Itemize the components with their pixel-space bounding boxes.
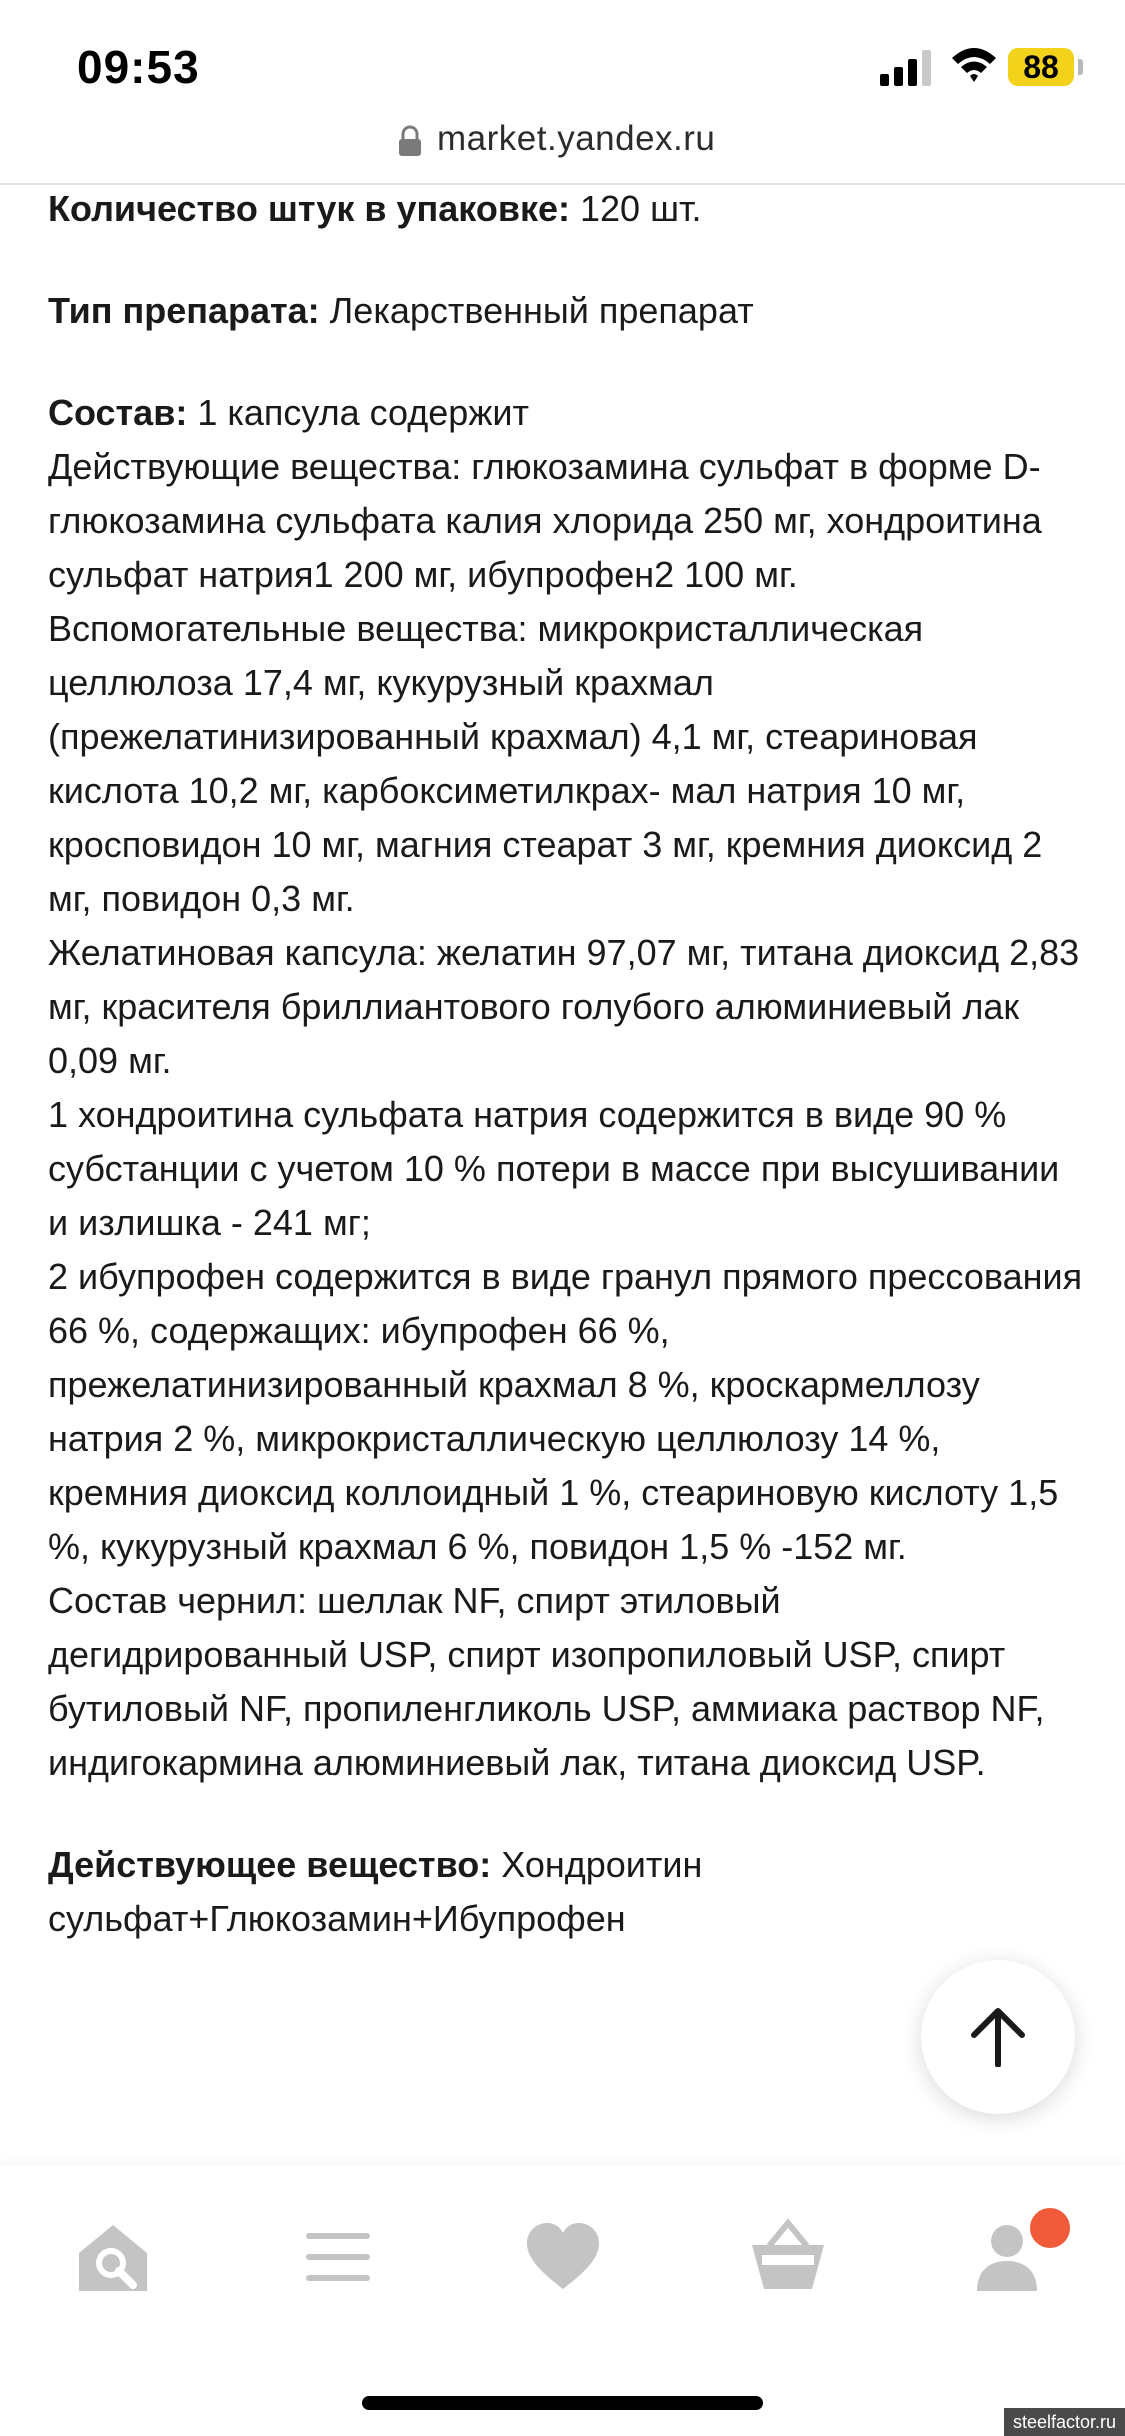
active-substance-value: Хондроитин сульфат+Глюкозамин+Ибупрофен: [48, 1844, 703, 1939]
status-time: 09:53: [77, 41, 200, 93]
capsule-text: Желатиновая капсула: желатин 97,07 мг, титана диоксид 2,83 мг, красителя бриллиантового голубого алюминиевый лак 0,09 мг.: [48, 932, 1080, 1081]
quantity-value: 120 шт.: [570, 188, 702, 229]
type-label: Тип препарата:: [48, 290, 320, 331]
status-bar: [0, 0, 1125, 115]
watermark: steelfactor.ru: [1004, 2408, 1125, 2436]
basket-icon[interactable]: [748, 2217, 828, 2297]
arrow-up-icon: [968, 2005, 1028, 2067]
wifi-icon: [950, 44, 998, 84]
active-substance-row: [48, 1838, 1088, 1946]
cellular-signal-icon: [880, 50, 936, 86]
composition-value: 1 капсула содержит: [187, 392, 529, 433]
battery-cap: [1078, 59, 1083, 75]
scroll-to-top-button[interactable]: [921, 1960, 1075, 2114]
url-text[interactable]: market.yandex.ru: [437, 119, 716, 158]
home-search-icon[interactable]: [73, 2217, 153, 2297]
address-bar[interactable]: [0, 115, 1125, 183]
heart-icon[interactable]: [523, 2217, 603, 2297]
lock-icon: [397, 125, 423, 157]
battery-level: 88: [1008, 48, 1074, 86]
footnote-1-text: 1 хондроитина сульфата натрия содержится в виде 90 % субстанции с учетом 10 % потери в массе при высушивании и излишка - 241 мг;: [48, 1094, 1060, 1243]
active-substances-text: Действующие вещества: глюкозамина сульфат в форме D-глюкозамина сульфата калия хлорида 250 мг, хондроитина сульфат натрия1 200 мг, ибупрофен2 100 мг.: [48, 446, 1042, 595]
footnote-2-text: 2 ибупрофен содержится в виде гранул прямого прессования 66 %, содержащих: ибупрофен 66 %, прежелатинизированный крахмал 8 %, кроскармеллозу натрия 2 %, микрокристаллическую целлюлозу 14 %, кремния диоксид коллоидный 1 %, стеариновую кислоту 1,5 %, кукурузный крахмал 6 %, повидон 1,5 % -152 мг.: [48, 1256, 1083, 1567]
excipients-text: Вспомогательные вещества: микрокристаллическая целлюлоза 17,4 мг, кукурузный крахмал (прежелатинизированный крахмал) 4,1 мг, стеариновая кислота 10,2 мг, карбоксиметилкрах- мал натрия 10 мг, кросповидон 10 мг, магния стеарат 3 мг, кремния диоксид 2 мг, повидон 0,3 мг.: [48, 608, 1043, 919]
quantity-label: Количество штук в упаковке:: [48, 188, 570, 229]
active-substance-label: Действующее вещество:: [48, 1844, 492, 1885]
ink-text: Состав чернил: шеллак NF, спирт этиловый дегидрированный USP, спирт изопропиловый USP, спирт бутиловый NF, пропиленгликоль USP, аммиака раствор NF, индигокармина алюминиевый лак, титана диоксид USP.: [48, 1580, 1045, 1783]
home-indicator[interactable]: [362, 2396, 763, 2410]
menu-icon[interactable]: [298, 2217, 378, 2297]
type-row: [48, 284, 1088, 338]
composition-label: Состав:: [48, 392, 188, 433]
product-description: [48, 182, 1088, 1946]
quantity-row: [48, 182, 1088, 236]
notification-badge: [1026, 2204, 1074, 2252]
type-value: Лекарственный препарат: [319, 290, 754, 331]
composition-row: [48, 386, 1088, 440]
